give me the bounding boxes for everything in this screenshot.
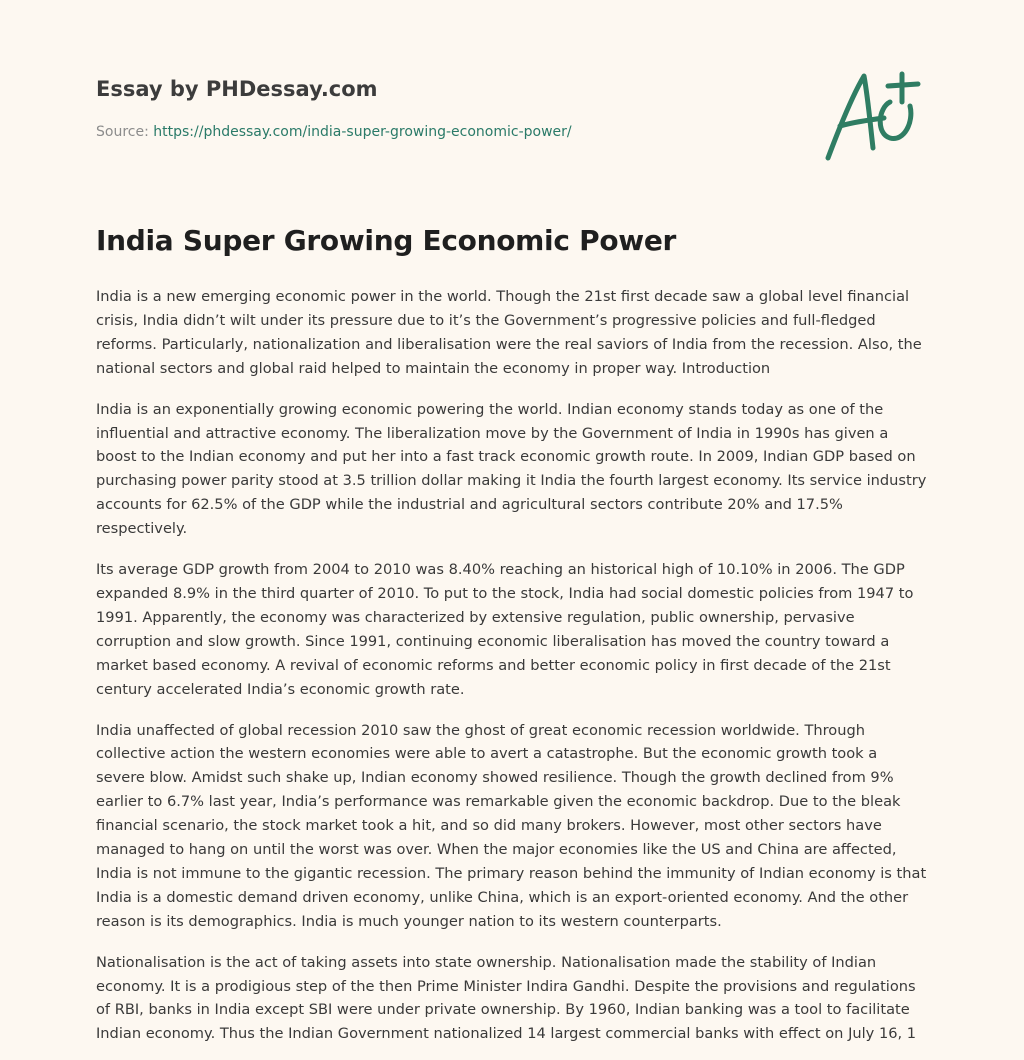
site-brand: Essay by PHDessay.com bbox=[96, 77, 378, 101]
essay-title: India Super Growing Economic Power bbox=[96, 224, 677, 257]
essay-paragraph: India unaffected of global recession 2010 saw the ghost of great economic recession worldwide. Through collective action the western economies were able to avert a catastrophe. But the economic growth took a severe blow. Amidst such shake up, Indian economy showed resilience. Though the growth declined from 9% earlier to 6.7% last year, India’s performance was remarkable given the economic backdrop. Due to the bleak financial scenario, the stock market took a hit, and so did many brokers. However, most other sectors have managed to hang on until the worst was over. When the major economies like the US and China are affected, India is not immune to the gigantic recession. The primary reason behind the immunity of Indian economy is that India is a domestic demand driven economy, unlike China, which is an export-oriented economy. And the other reason is its demographics. India is much younger nation to its western counterparts. bbox=[96, 721, 927, 930]
essay-paragraph: Nationalisation is the act of taking assets into state ownership. Nationalisation made the stability of Indian economy. It is a prodigious step of the then Prime Minister Indira Gandhi. Despite the provisions and regulations of RBI, banks in India except SBI were under private ownership. By 1960, Indian banking was a tool to facilitate Indian economy. Thus the Indian Government nationalized 14 largest commercial banks with effect on July 16, 1 bbox=[96, 953, 917, 1043]
essay-paragraph: India is a new emerging economic power in the world. Though the 21st first decade saw a global level financial crisis, India didn’t wilt under its pressure due to it’s the Government’s progressive policies and full-fledged reforms. Particularly, nationalization and liberalisation were the real saviors of India from the recession. Also, the national sectors and global raid helped to maintain the economy in proper way. Introduction bbox=[96, 288, 922, 377]
essay-paragraph: Its average GDP growth from 2004 to 2010 was 8.40% reaching an historical high of 10.10% in 2006. The GDP expanded 8.9% in the third quarter of 2010. To put to the stock, India had social domestic policies from 1947 to 1991. Apparently, the economy was characterized by extensive regulation, public ownership, pervasive corruption and slow growth. Since 1991, continuing economic liberalisation has moved the country toward a market based economy. A revival of economic reforms and better economic policy in first decade of the 21st century accelerated India’s economic growth rate. bbox=[96, 561, 914, 698]
a-plus-logo-icon bbox=[818, 62, 928, 166]
essay-paragraph: India is an exponentially growing economic powering the world. Indian economy stands today as one of the influential and attractive economy. The liberalization move by the Government of India in 1990s has given a boost to the Indian economy and put her into a fast track economic growth route. In 2009, Indian GDP based on purchasing power parity stood at 3.5 trillion dollar making it India the fourth largest economy. Its service industry accounts for 62.5% of the GDP while the industrial and agricultural sectors contribute 20% and 17.5% respectively. bbox=[96, 400, 927, 538]
source-link[interactable]: https://phdessay.com/india-super-growing-economic-power/ bbox=[153, 124, 572, 140]
essay-body bbox=[96, 285, 930, 1060]
source-label: Source: bbox=[96, 124, 154, 140]
source-line bbox=[96, 124, 572, 140]
